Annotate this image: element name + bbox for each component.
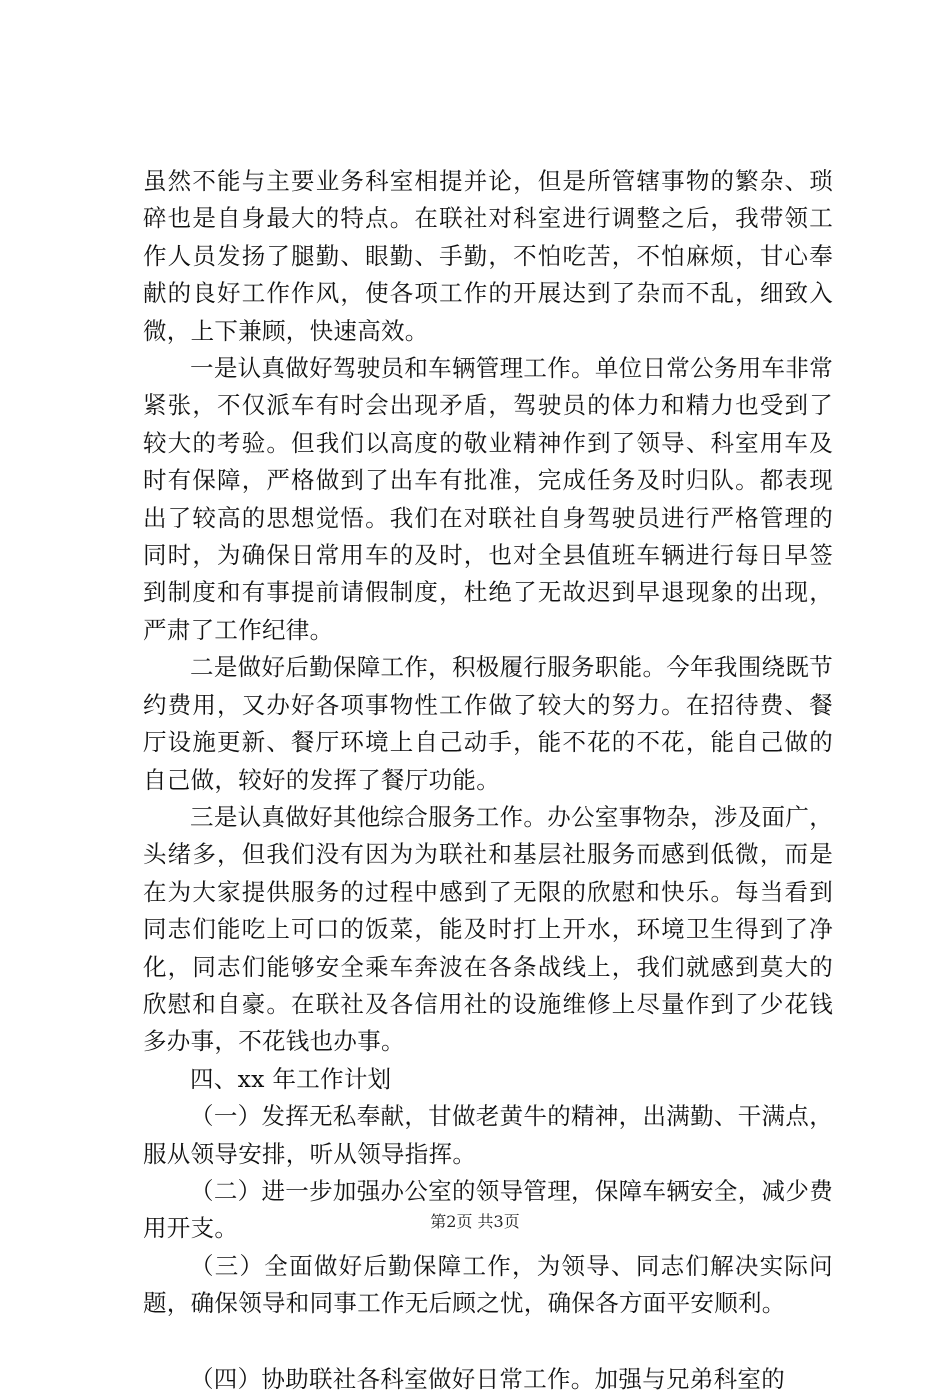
paragraph-services: 三是认真做好其他综合服务工作。办公室事物杂，涉及面广，头绪多，但我们没有因为为联社和基层社服务而感到低微，而是在为大家提供服务的过程中感到了无限的欣慰和快乐。每当看到同志们能吃上可口的饭菜，能及时打上开水，环境卫生得到了净化，同志们能够安全乘车奔波在各条战线上，我们就感到莫大的欣慰和自豪。在联社及各信用社的设施维修上尽量作到了少花钱多办事，不花钱也办事。	[143, 802, 833, 1056]
plan-item-2: （二）进一步加强办公室的领导管理，保障车辆安全，减少费用开支。	[143, 1176, 833, 1243]
paragraph-continuation: 虽然不能与主要业务科室相提并论，但是所管辖事物的繁杂、琐碎也是自身最大的特点。在联社对科室进行调整之后，我带领工作人员发扬了腿勤、眼勤、手勤，不怕吃苦，不怕麻烦，甘心奉献的良好工作作风，使各项工作的开展达到了杂而不乱，细致入微，上下兼顾，快速高效。	[143, 167, 833, 345]
plan-item-3: （三）全面做好后勤保障工作，为领导、同志们解决实际问题，确保领导和同事工作无后顾之忧，确保各方面平安顺利。	[143, 1251, 833, 1318]
paragraph-driver-management: 一是认真做好驾驶员和车辆管理工作。单位日常公务用车非常紧张，不仅派车有时会出现矛盾，驾驶员的体力和精力也受到了较大的考验。但我们以高度的敬业精神作到了领导、科室用车及时有保障，严格做到了出车有批准，完成任务及时归队。都表现出了较高的思想觉悟。我们在对联社自身驾驶员进行严格管理的同时，为确保日常用车的及时，也对全县值班车辆进行每日早签到制度和有事提前请假制度，杜绝了无故迟到早退现象的出现，严肃了工作纪律。	[143, 354, 833, 644]
section-heading-plan: 四、xx 年工作计划	[190, 1064, 392, 1093]
page-number-footer: 第2页 共3页	[430, 1212, 520, 1231]
plan-item-1: （一）发挥无私奉献，甘做老黄牛的精神，出满勤、干满点，服从领导安排，听从领导指挥。	[143, 1102, 833, 1168]
paragraph-logistics: 二是做好后勤保障工作，积极履行服务职能。今年我围绕既节约费用，又办好各项事物性工作做了较大的努力。在招待费、餐厅设施更新、餐厅环境上自己动手，能不花的不花，能自己做的自己做，较好的发挥了餐厅功能。	[143, 653, 833, 794]
plan-item-4: （四）协助联社各科室做好日常工作。加强与兄弟科室的	[190, 1364, 785, 1393]
